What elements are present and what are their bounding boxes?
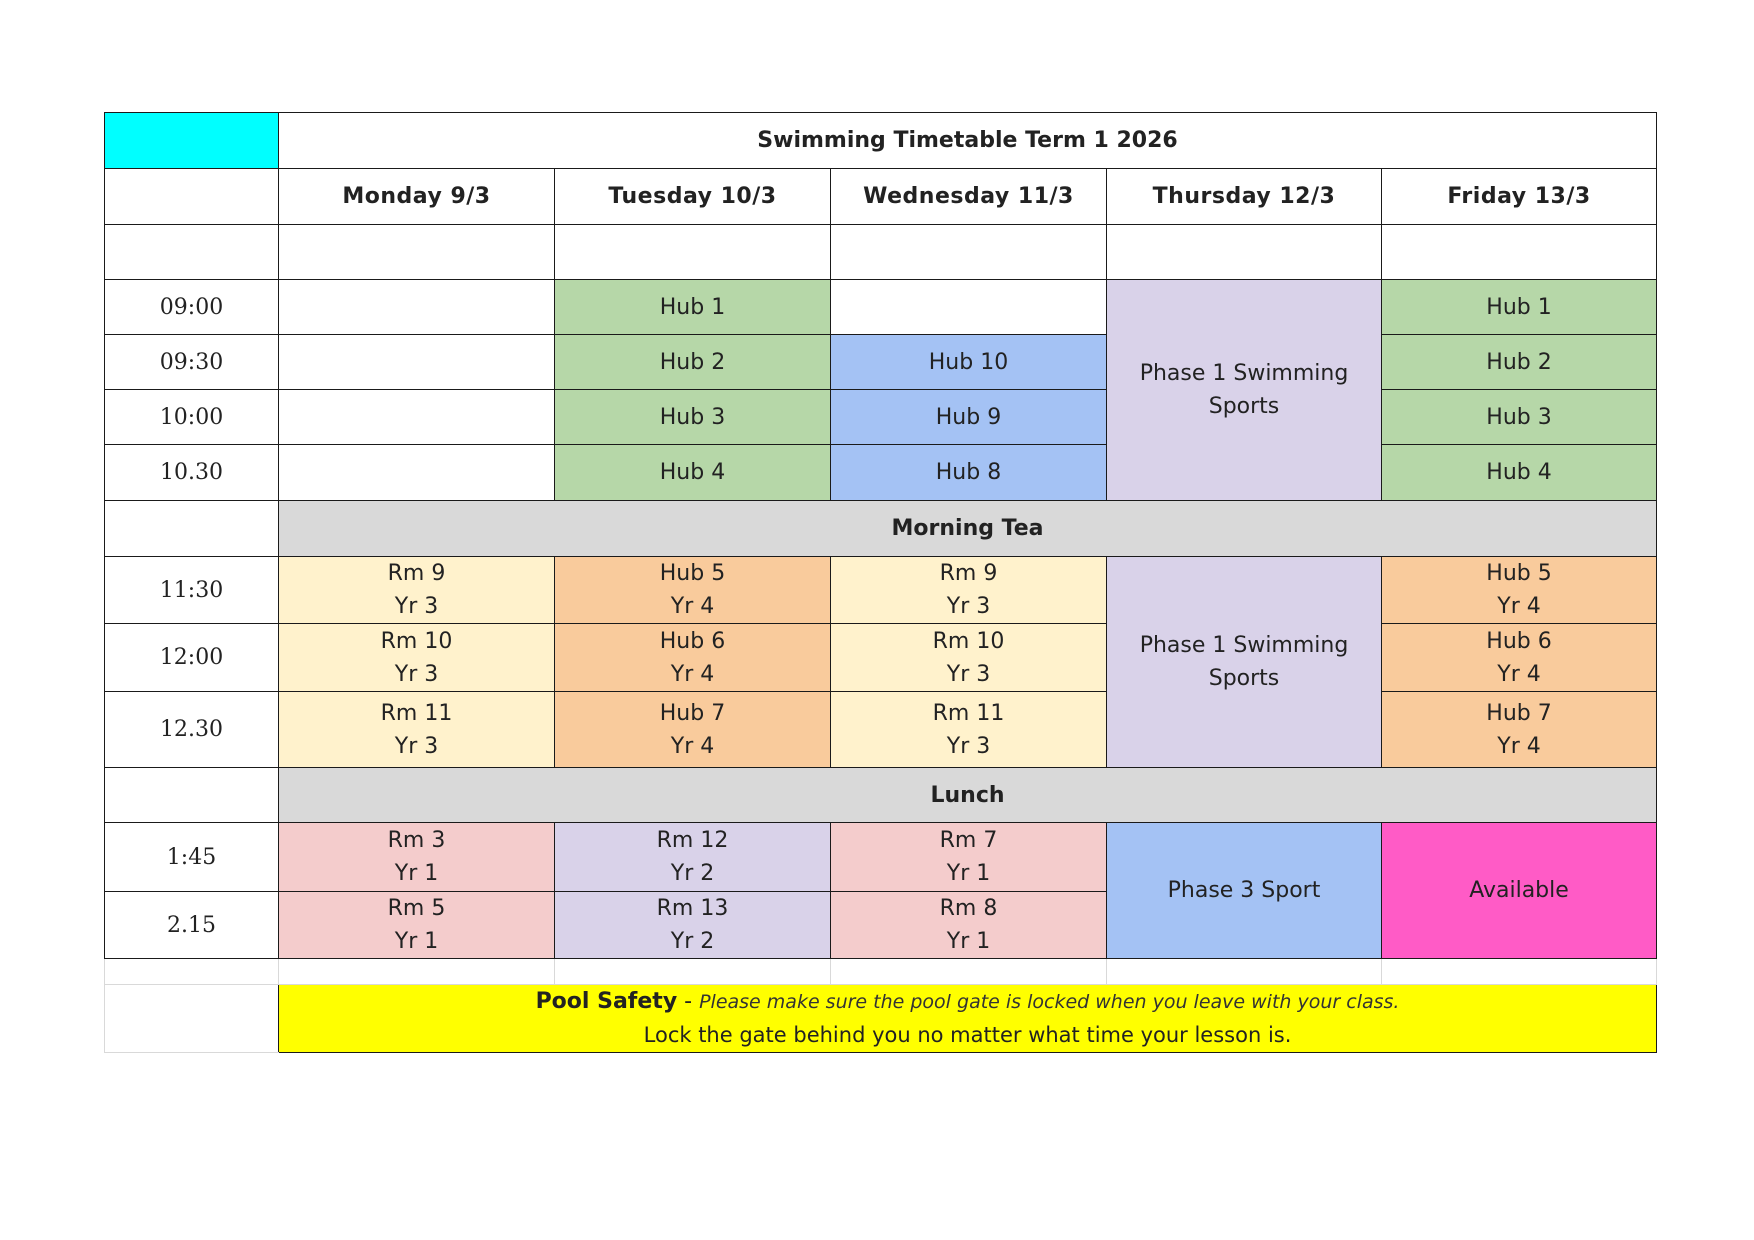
blank-cell [279,225,555,280]
slot-room: Rm 5 [387,896,446,921]
slot-year: Yr 3 [946,661,991,687]
slot-year: Yr 3 [394,661,439,687]
slot-tuesday-1030: Hub 4 [555,445,831,501]
time-row-1000 [105,390,1657,445]
slot-wednesday-1030: Hub 8 [831,445,1107,501]
empty-slot [831,280,1107,335]
blank-cell [1382,225,1657,280]
notice-line-2: Lock the gate behind you no matter what time your lesson is. [643,1023,1292,1047]
slot-room: Rm 13 [656,896,729,921]
lunch-row [105,768,1657,823]
blank-cell [1107,225,1382,280]
blank-cell [105,501,279,557]
slot-year: Yr 3 [394,733,439,759]
notice-line-1: Please make sure the pool gate is locked when you leave with your class. [699,991,1400,1013]
slot-wednesday-0145 [831,823,1107,892]
time-label: 1:45 [105,823,279,892]
slot-year: Yr 1 [946,929,991,954]
slot-year: Yr 4 [1497,594,1541,619]
blank-cell [279,959,555,985]
time-row-1130 [105,557,1657,624]
empty-slot [279,390,555,445]
phase-line-2: Sports [1208,666,1280,691]
notice-row [105,985,1657,1053]
time-row-1230 [105,692,1657,768]
slot-tuesday-0930: Hub 2 [555,335,831,390]
slot-thursday-midday-phase1 [1107,557,1382,768]
slot-wednesday-1200 [831,624,1107,692]
corner-cell [105,169,279,225]
slot-room: Rm 10 [932,628,1005,654]
slot-year: Yr 2 [670,861,715,886]
timetable-sheet [104,112,1656,1053]
slot-year: Yr 1 [946,861,991,886]
slot-monday-1230 [279,692,555,768]
time-label: 09:00 [105,280,279,335]
timetable [104,112,1657,1053]
slot-friday-1030: Hub 4 [1382,445,1657,501]
slot-room: Rm 12 [656,828,729,853]
slot-tuesday-0145 [555,823,831,892]
pool-safety-notice [279,985,1657,1053]
slot-monday-0215 [279,892,555,959]
slot-tuesday-1200 [555,624,831,692]
slot-year: Yr 4 [1497,661,1541,687]
slot-friday-1130 [1382,557,1657,624]
slot-year: Yr 1 [394,861,439,886]
slot-room: Hub 6 [659,628,726,654]
slot-tuesday-1000: Hub 3 [555,390,831,445]
blank-cell [1107,959,1382,985]
day-header-row [105,169,1657,225]
slot-year: Yr 3 [946,594,991,619]
blank-cell [105,225,279,280]
time-row-1200 [105,624,1657,692]
time-label: 12.30 [105,692,279,768]
slot-thursday-morning-phase1 [1107,280,1382,501]
blank-cell [555,225,831,280]
empty-slot [279,445,555,501]
day-header-tuesday: Tuesday 10/3 [555,169,831,225]
time-label: 12:00 [105,624,279,692]
slot-year: Yr 3 [394,594,439,619]
slot-year: Yr 4 [670,661,715,687]
slot-wednesday-1130 [831,557,1107,624]
blank-cell [831,225,1107,280]
slot-wednesday-1230 [831,692,1107,768]
slot-room: Hub 6 [1486,628,1552,654]
slot-year: Yr 3 [946,733,991,759]
slot-monday-0145 [279,823,555,892]
slot-friday-1000: Hub 3 [1382,390,1657,445]
time-label: 09:30 [105,335,279,390]
notice-label: Pool Safety [535,989,678,1014]
blank-row [105,225,1657,280]
slot-thursday-afternoon-phase3: Phase 3 Sport [1107,823,1382,959]
notice-separator: - [677,989,700,1014]
day-header-friday: Friday 13/3 [1382,169,1657,225]
slot-year: Yr 2 [670,929,715,954]
blank-cell [105,959,279,985]
slot-tuesday-1230 [555,692,831,768]
phase-line-1: Phase 1 Swimming [1139,633,1349,658]
slot-year: Yr 1 [394,929,439,954]
slot-room: Hub 5 [1486,561,1552,586]
blank-cell [555,959,831,985]
slot-room: Rm 8 [939,896,998,921]
day-header-monday: Monday 9/3 [279,169,555,225]
time-row-1030 [105,445,1657,501]
slot-monday-1130 [279,557,555,624]
blank-cell [105,985,279,1053]
phase-line-2: Sports [1208,394,1280,419]
time-label: 10.30 [105,445,279,501]
empty-slot [279,335,555,390]
slot-room: Rm 9 [387,561,446,586]
morning-tea-row [105,501,1657,557]
slot-room: Rm 7 [939,828,998,853]
slot-room: Rm 10 [380,628,453,654]
slot-room: Rm 11 [932,700,1005,726]
slot-friday-afternoon-available: Available [1382,823,1657,959]
spacer-row [105,959,1657,985]
slot-room: Hub 5 [659,561,726,586]
slot-friday-1230 [1382,692,1657,768]
blank-cell [1382,959,1657,985]
page-title: Swimming Timetable Term 1 2026 [279,113,1657,169]
slot-wednesday-1000: Hub 9 [831,390,1107,445]
slot-room: Hub 7 [1486,700,1552,726]
slot-room: Rm 11 [380,700,453,726]
empty-slot [279,280,555,335]
slot-year: Yr 4 [670,594,715,619]
slot-tuesday-1130 [555,557,831,624]
slot-monday-1200 [279,624,555,692]
time-label: 11:30 [105,557,279,624]
day-header-wednesday: Wednesday 11/3 [831,169,1107,225]
day-header-thursday: Thursday 12/3 [1107,169,1382,225]
blank-cell [105,768,279,823]
slot-room: Rm 9 [939,561,998,586]
slot-friday-0930: Hub 2 [1382,335,1657,390]
slot-tuesday-0900: Hub 1 [555,280,831,335]
time-row-0900 [105,280,1657,335]
blank-cell [831,959,1107,985]
slot-year: Yr 4 [1497,733,1541,759]
slot-tuesday-0215 [555,892,831,959]
phase-line-1: Phase 1 Swimming [1139,361,1349,386]
slot-room: Rm 3 [387,828,446,853]
time-label: 2.15 [105,892,279,959]
slot-year: Yr 4 [670,733,715,759]
slot-wednesday-0930: Hub 10 [831,335,1107,390]
time-label: 10:00 [105,390,279,445]
title-row [105,113,1657,169]
time-row-0930 [105,335,1657,390]
morning-tea-banner: Morning Tea [279,501,1657,557]
slot-friday-0900: Hub 1 [1382,280,1657,335]
time-row-0145 [105,823,1657,892]
lunch-banner: Lunch [279,768,1657,823]
header-swatch [105,113,279,169]
slot-wednesday-0215 [831,892,1107,959]
slot-room: Hub 7 [659,700,726,726]
slot-friday-1200 [1382,624,1657,692]
